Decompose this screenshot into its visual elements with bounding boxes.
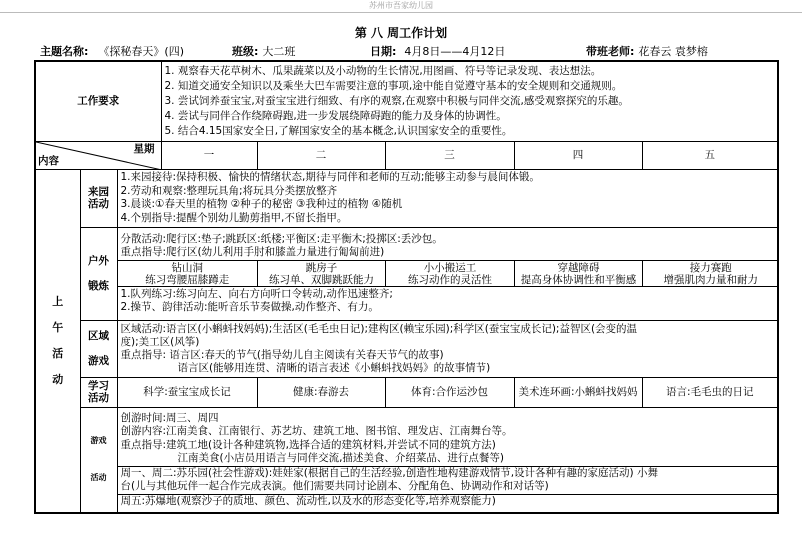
game-cell: 钻山洞 练习弯腰屈膝蹲走 (118, 261, 258, 287)
class-name: 班级: 大二班 (232, 45, 296, 58)
game-cell: 跳房子 练习单、双脚跳跃能力 (258, 261, 386, 287)
outdoor-focus: 重点指导:爬行区(幼儿利用手肘和膝盖力量进行匍匐前进) (120, 246, 385, 258)
date-range: 日期: 4月8日——4月12日 (370, 45, 506, 58)
area-content: 区域活动:语言区(小蝌蚪找妈妈);生活区(毛毛虫日记);建构区(赖宝乐园);科学区(蚕宝宝成长记);益智区(会变的温 度);美工区(风筝) 重点指导: 语言区:春天的节气(指导幼儿自主阅读有关春天节气的故事) 语言区(能够用连贯、清晰的语言表述《小蝌蚪找妈妈》的故事情节) (117, 320, 778, 377)
requirements-content (161, 61, 778, 141)
study-label: 学习 活动 (80, 377, 117, 407)
study-tuesday: 健康:春游去 (257, 377, 385, 407)
requirement-item: 1. 观察春天花草树木、瓜果蔬菜以及小动物的生长情况,用图画、符号等记录发现、表达想法。 (164, 64, 602, 77)
outdoor-dispersed: 分散活动:爬行区:垫子;跳跃区:纸楼;平衡区:走平衡木;投掷区:丢沙包。 (120, 233, 443, 245)
outdoor-row (35, 227, 778, 320)
study-wednesday: 体育:合作运沙包 (385, 377, 514, 407)
teachers: 带班老师: 花春云 袁梦榕 (586, 45, 708, 58)
day-wednesday: 三 (385, 141, 514, 169)
arrival-label: 来园 活动 (80, 169, 117, 227)
document-header: 苏州市吾家幼儿园 (0, 0, 802, 13)
outdoor-label: 户外 锻炼 (80, 227, 117, 320)
morning-activities-label: 上 午 活 动 (35, 169, 80, 513)
requirement-item: 3. 尝试饲养蚕宝宝,对蚕宝宝进行细致、有序的观察,在观察中积极与同伴交流,感受观察探究的乐趣。 (164, 94, 629, 107)
weekly-plan-table (34, 60, 779, 514)
day-monday: 一 (161, 141, 257, 169)
requirements-label: 工作要求 (35, 61, 161, 141)
game-cell: 小小搬运工 练习动作的灵活性 (386, 261, 515, 287)
area-row (35, 320, 778, 377)
page-title: 第 八 周工作计划 (354, 26, 448, 40)
study-row (35, 377, 778, 407)
study-monday: 科学:蚕宝宝成长记 (117, 377, 257, 407)
creative-label: 游戏 活动 (80, 407, 117, 513)
creative-row (35, 407, 778, 513)
outdoor-content (117, 227, 778, 320)
requirement-item: 2. 知道交通安全知识以及乘坐大巴车需要注意的事项,途中能自觉遵守基本的安全规则和交通规则。 (164, 79, 623, 92)
outdoor-exercise: 2.操节、韵律活动:能听音乐节奏做操,动作整齐、有力。 (120, 301, 379, 313)
requirement-item: 4. 尝试与同伴合作绕障碍跑,进一步发展绕障碍跑的能力及身体的协调性。 (164, 109, 507, 122)
study-thursday: 美术连环画:小蝌蚪找妈妈 (514, 377, 642, 407)
area-label: 区域 游戏 (80, 320, 117, 377)
weekday-header-row (35, 141, 778, 169)
outdoor-team: 1.队列练习:练习向左、向右方向听口令转动,动作迅速整齐; (120, 288, 393, 300)
creative-content: 创游时间:周三、周四 创游内容:江南美食、江南银行、苏艺坊、建筑工地、图书馆、理发店、江南舞台等。 重点指导:建筑工地(设计各种建筑物,选择合适的建筑材料,并尝试不同的建筑方法) 江南美食(小店员用语言与同伴交流,描述美食、介绍菜品、进行点餐等) 周一、周二:苏乐园(社会性游戏):娃娃家(根据自己的生活经验,创造性地构建游戏情节,设计各种有趣的家庭活动) 小舞 台(儿与其他玩伴一起合作完成表演。他们需要共同讨论剧本、分配角色、协调动作和对话等) 周五:苏爆地(观察沙子的质地、颜色、流动性,以及水的形态变化等,培养观察能力) (117, 407, 778, 513)
requirements-row (35, 61, 778, 141)
outdoor-inner-table (118, 232, 779, 315)
weekday-label: 星期 (133, 142, 155, 155)
study-friday: 语言:毛毛虫的日记 (642, 377, 778, 407)
content-label: 内容 (38, 155, 59, 167)
requirement-item: 5. 结合4.15国家安全日,了解国家安全的基本概念,认识国家安全的重要性。 (164, 124, 513, 137)
weekday-diagonal-header (35, 141, 161, 169)
game-cell: 穿越障碍 提高身体协调性和平衡感 (515, 261, 643, 287)
game-cell: 接力赛跑 增强肌肉力量和耐力 (643, 261, 779, 287)
arrival-content: 1.来园接待:保持积极、愉快的情绪状态,期待与同伴和老师的互动;能够主动参与晨间体锻。 2.劳动和观察:整理玩具角;将玩具分类摆放整齐 3.晨谈:①春天里的植物 ②种子的秘密 ③我种过的植物 ④随机 4.个别指导:提醒个别幼儿勤剪指甲,不留长指甲。 (117, 169, 778, 227)
theme-name: 主题名称: 《探秘春天》(四) (40, 45, 184, 58)
day-tuesday: 二 (257, 141, 385, 169)
arrival-row (35, 169, 778, 227)
day-friday: 五 (642, 141, 778, 169)
day-thursday: 四 (514, 141, 642, 169)
